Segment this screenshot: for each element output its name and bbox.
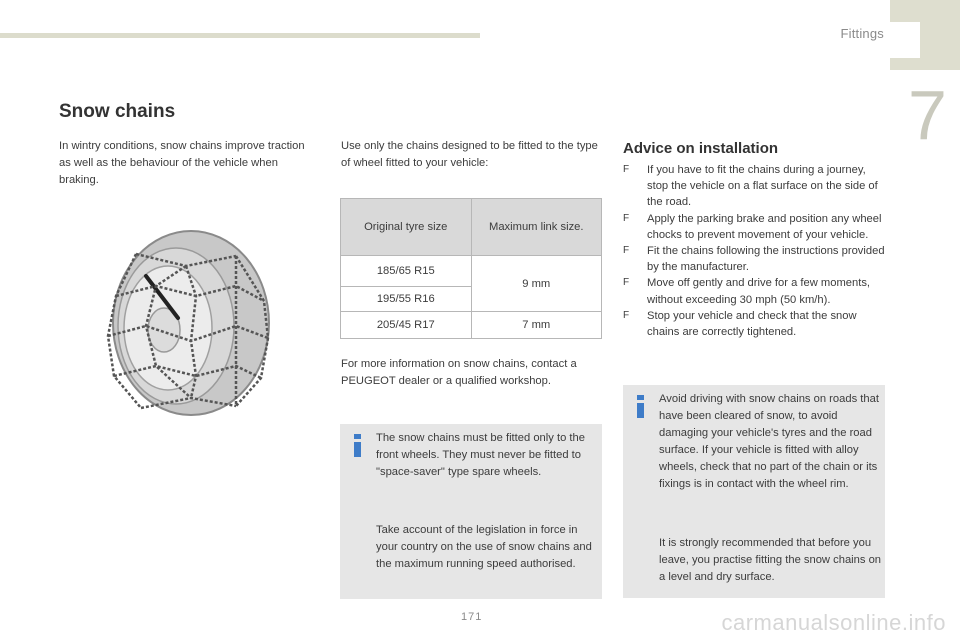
table-cell-size: 205/45 R17 (341, 312, 472, 339)
info-text: Take account of the legislation in force in your country on the use of snow chains and the maximum running speed authorised. (376, 524, 592, 570)
list-item: F Move off gently and drive for a few moments, without exceeding 30 mph (50 km/h). (623, 277, 871, 306)
table-cell-link: 9 mm (471, 256, 602, 312)
list-item: F If you have to fit the chains during a journey, stop the vehicle on a flat surface on the side of the road. (623, 164, 878, 209)
table-header-tyre-size: Original tyre size (341, 199, 472, 256)
table-row (341, 256, 602, 287)
more-info-paragraph: For more information on snow chains, contact a PEUGEOT dealer or a qualified workshop. (341, 358, 577, 387)
bullet-icon: F (623, 212, 630, 224)
tyre-size-table (340, 198, 602, 339)
info-box-front-wheels (340, 424, 602, 599)
list-item: F Fit the chains following the instructions provided by the manufacturer. (623, 245, 885, 274)
page-number: 171 (461, 611, 483, 623)
table-cell-link: 7 mm (471, 312, 602, 339)
page-title: Snow chains (59, 101, 176, 122)
bullet-icon: F (623, 164, 630, 175)
list-item: F Stop your vehicle and check that the snow chains are correctly tightened. (623, 309, 857, 339)
info-text: Avoid driving with snow chains on roads that have been cleared of snow, to avoid damaging your vehicle's tyres and the road surface. If your vehicle is fitted with alloy wheels, check that no part of the chain or its fixings is in contact with the wheel rim. (659, 393, 879, 490)
bullet-icon: F (623, 277, 630, 289)
chains-intro-paragraph: Use only the chains designed to be fitted to the type of wheel fitted to your vehicle: (341, 140, 598, 169)
intro-paragraph: In wintry conditions, snow chains improve traction as well as the behaviour of the vehicle when braking. (59, 140, 305, 186)
bullet-icon: F (623, 309, 630, 321)
table-row (341, 312, 602, 339)
bullet-icon: F (623, 245, 630, 257)
table-cell-size: 195/55 R16 (341, 287, 472, 312)
table-header-row (341, 199, 602, 256)
section-label: Fittings (840, 26, 884, 41)
snow-chain-wheel-illustration (96, 226, 276, 421)
info-box-cleared-roads (623, 385, 885, 598)
chapter-number: 7 (908, 76, 947, 154)
table-cell-size: 185/65 R15 (341, 256, 472, 287)
watermark: carmanualsonline.info (721, 610, 946, 635)
advice-list (623, 162, 885, 340)
list-item: F Apply the parking brake and position any wheel chocks to prevent movement of your vehicle. (623, 212, 882, 241)
info-text: The snow chains must be fitted only to the front wheels. They must never be fitted to "space-saver" type spare wheels. (376, 432, 585, 478)
table-header-link-size: Maximum link size. (471, 199, 602, 256)
info-text: It is strongly recommended that before you leave, you practise fitting the snow chains on a level and dry surface. (659, 537, 882, 583)
header-rule (0, 33, 480, 38)
advice-title: Advice on installation (623, 140, 779, 157)
